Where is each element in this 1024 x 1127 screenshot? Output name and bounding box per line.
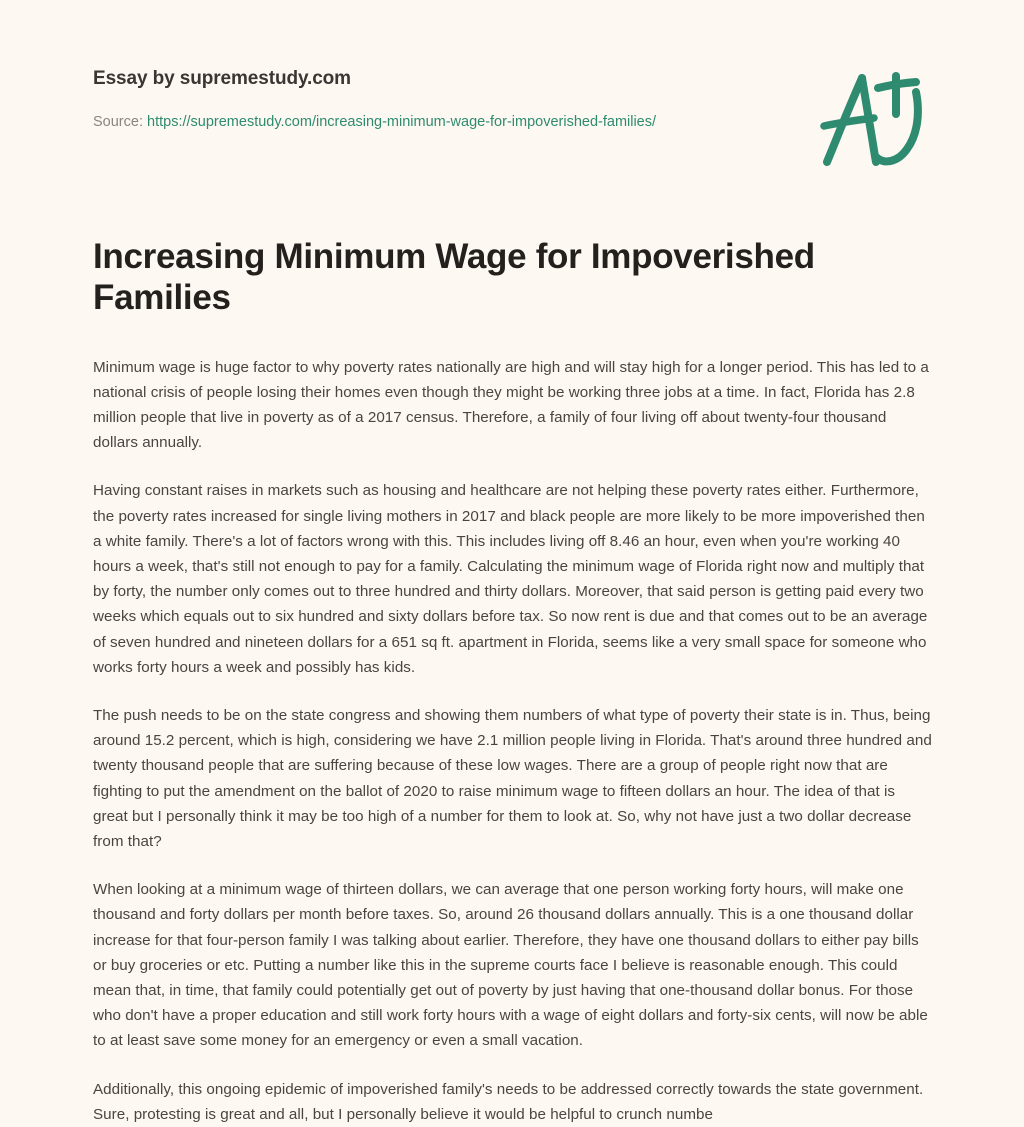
header-text-block: [93, 68, 793, 132]
source-line: [93, 113, 793, 132]
article-body: [93, 355, 933, 1127]
page-title: Increasing Minimum Wage for Impoverished Families: [93, 237, 815, 318]
supremestudy-a-plus-logo[interactable]: [812, 58, 930, 178]
source-label: Source:: [93, 113, 143, 130]
paragraph: Additionally, this ongoing epidemic of impoverished family's needs to be addressed correctly towards the state government. Sure, protesting is great and all, but I personally believe it would be helpful to crunch numbe: [93, 1080, 924, 1123]
paragraph: Having constant raises in markets such as housing and healthcare are not helping these poverty rates either. Furthermore, the poverty rates increased for single living mothers in 2017 and black people are more likely to be more impoverished then a white family. There's a lot of factors wrong with this. This includes living off 8.46 an hour, even when you're working 40 hours a week, that's still not enough to pay for a family. Calculating the minimum wage of Florida right now and multiply that by forty, the number only comes out to three hundred and thirty dollars. Moreover, that said person is getting paid every two weeks which equals out to six hundred and sixty dollars before tax. So now rent is due and that comes out to be an average of seven hundred and nineteen dollars for a 651 sq ft. apartment in Florida, seems like a very small space for someone who works forty hours a week and possibly has kids.: [93, 482, 928, 676]
article-container: [93, 236, 933, 1127]
page-header: [0, 0, 1024, 205]
paragraph: Minimum wage is huge factor to why poverty rates nationally are high and will stay high for a longer period. This has led to a national crisis of people losing their homes even though they might be working three jobs at a time. In fact, Florida has 2.8 million people that live in poverty as of a 2017 census. Therefore, a family of four living off about twenty-four thousand dollars annually.: [93, 358, 929, 452]
essay-attribution: Essay by supremestudy.com: [93, 68, 351, 89]
source-url-link[interactable]: https://supremestudy.com/increasing-minimum-wage-for-impoverished-families/: [147, 113, 657, 130]
paragraph: When looking at a minimum wage of thirteen dollars, we can average that one person working forty hours, will make one thousand and forty dollars per month before taxes. So, around 26 thousand dollars annually. This is a one thousand dollar increase for that four-person family I was talking about earlier. Therefore, they have one thousand dollars to either pay bills or buy groceries or etc. Putting a number like this in the supreme courts face I believe is reasonable enough. This could mean that, in time, that family could potentially get out of poverty by just having that one-thousand dollar bonus. For those who don't have a proper education and still work forty hours with a wage of eight dollars and forty-six cents, will now be able to at least save some money for an emergency or even a small vacation.: [93, 881, 928, 1050]
a-plus-logo-icon: [812, 58, 930, 178]
paragraph: The push needs to be on the state congress and showing them numbers of what type of poverty their state is in. Thus, being around 15.2 percent, which is high, considering we have 2.1 million people living in Florida. That's around three hundred and twenty thousand people that are suffering because of these low wages. There are a group of people right now that are fighting to put the amendment on the ballot of 2020 to raise minimum wage to fifteen dollars an hour. The idea of that is great but I personally think it may be too high of a number for them to look at. So, why not have just a two dollar decrease from that?: [93, 707, 932, 851]
